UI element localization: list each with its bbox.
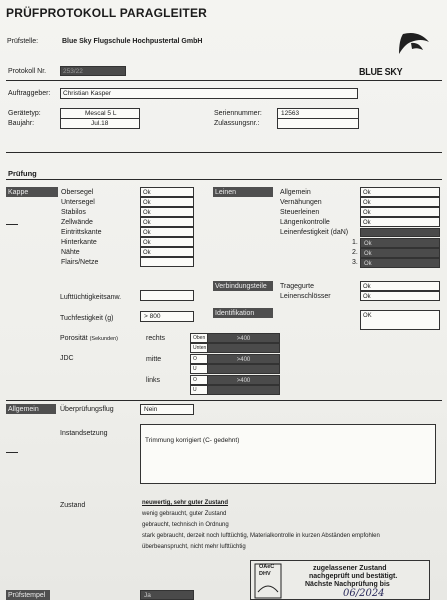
stamp-line2: nachgeprüft und bestätigt. <box>309 573 398 580</box>
pruefstempel-field[interactable] <box>140 590 194 600</box>
divider <box>6 152 442 153</box>
page-title: PRÜFPROTOKOLL PARAGLEITER <box>6 6 208 20</box>
leinen-bar: Leinen <box>213 187 273 197</box>
divider <box>6 179 442 180</box>
festigkeit-item-field[interactable]: Ok <box>360 248 440 258</box>
porositaet-pos-cell: U <box>190 385 208 395</box>
festigkeit-item-label: 1. <box>352 239 358 246</box>
divider <box>6 80 442 81</box>
auftraggeber-label: Auftraggeber: <box>8 90 51 97</box>
kappe-bar: Kappe <box>6 187 58 197</box>
auftraggeber-field[interactable] <box>60 88 358 99</box>
protokoll-field[interactable] <box>60 66 126 76</box>
tuchfestigkeit-value: > 800 <box>144 313 161 320</box>
blue-sky-logo <box>355 30 435 82</box>
leinen-item-label: Vernähungen <box>280 199 322 206</box>
identifikation-bar: Identifikation <box>213 308 273 318</box>
margin-dash <box>6 452 18 453</box>
lufttuechtigkeit-field[interactable] <box>140 290 194 301</box>
zustand-option[interactable]: überbeansprucht, nicht mehr lufttüchtig <box>142 544 246 550</box>
porositaet-pos-cell: O <box>190 354 208 364</box>
porositaet-title: Porosität <box>60 335 88 342</box>
kappe-item-field[interactable]: Ok <box>140 227 194 237</box>
kappe-item-label: Obersegel <box>61 189 94 196</box>
pruefstempel-bar: Prüfstempel <box>6 590 50 600</box>
porositaet-pos-cell: Oben <box>190 333 208 343</box>
divider <box>6 400 442 401</box>
porositaet-row-label: rechts <box>146 335 166 342</box>
zustand-label: Zustand <box>60 502 86 509</box>
seriennummer-value: 12563 <box>281 110 300 117</box>
kappe-item-field[interactable] <box>140 257 194 267</box>
porositaet-value-cell[interactable]: >400 <box>207 375 280 385</box>
leinenschloesser-field[interactable]: Ok <box>360 291 440 301</box>
leinen-item-field[interactable]: Ok <box>360 197 440 207</box>
festigkeit-item-field[interactable]: Ok <box>360 238 440 248</box>
tragegurte-label: Tragegurte <box>280 283 314 290</box>
leinen-item-field[interactable]: Ok <box>360 187 440 197</box>
approval-stamp <box>250 560 430 600</box>
pruefung-title: Prüfung <box>8 169 37 178</box>
instandsetzung-label: Instandsetzung <box>60 430 108 437</box>
porositaet-pos-cell: U <box>190 364 208 374</box>
baujahr-value: Jul.18 <box>91 120 109 127</box>
leinen-item-label: Allgemein <box>280 189 311 196</box>
kappe-item-label: Nähte <box>61 249 80 256</box>
porositaet-value-cell[interactable] <box>207 343 280 353</box>
kappe-item-label: Zellwände <box>61 219 93 226</box>
identifikation-value: OK <box>363 313 372 319</box>
verbindung-bar: Verbindungsteile <box>213 281 273 291</box>
porositaet-row-label: links <box>146 377 161 384</box>
porositaet-value-cell[interactable]: >400 <box>207 333 280 343</box>
protokoll-value: 253/22 <box>63 67 83 75</box>
geraetetyp-value: Mescal 5 L <box>85 110 117 117</box>
zulassung-field[interactable] <box>277 118 359 129</box>
kappe-item-field[interactable]: Ok <box>140 237 194 247</box>
stamp-org-line2: DHV <box>259 571 271 577</box>
porositaet-pos-cell: Unten <box>190 343 208 353</box>
zulassung-label: Zulassungsnr.: <box>214 120 260 127</box>
lufttuechtigkeit-label: Lufttüchtigkeitsanw. <box>60 294 122 301</box>
zustand-option[interactable]: wenig gebraucht, guter Zustand <box>142 511 227 517</box>
baujahr-field[interactable] <box>60 118 140 129</box>
logo-text: BLUE SKY <box>359 67 403 78</box>
ueberpruefungsflug-label: Überprüfungsflug <box>60 406 114 413</box>
kappe-item-label: Stabilos <box>61 209 86 216</box>
stamp-org-line1: OAeC <box>259 564 275 570</box>
porositaet-row-label: mitte <box>146 356 162 363</box>
zustand-option[interactable]: stark gebraucht, derzeit noch lufttüchtig, Materialkontrolle in kurzen Abständen empfohlen <box>142 533 380 539</box>
stamp-handwritten-date: 06/2024 <box>343 588 385 599</box>
kappe-item-field[interactable]: Ok <box>140 217 194 227</box>
kappe-item-label: Untersegel <box>61 199 95 206</box>
zustand-option[interactable]: gebraucht, technisch in Ordnung <box>142 522 229 528</box>
stamp-line3: Nächste Nachprüfung bis <box>305 581 390 588</box>
festigkeit-item-field[interactable]: Ok <box>360 258 440 268</box>
leinen-item-field[interactable]: Ok <box>360 217 440 227</box>
geraetetyp-label: Gerätetyp: <box>8 110 41 117</box>
ueberpruefungsflug-field[interactable] <box>140 404 194 415</box>
identifikation-field[interactable] <box>360 310 440 330</box>
tuchfestigkeit-field[interactable] <box>140 311 194 322</box>
pruefstempel-value: Ja <box>144 592 151 599</box>
kappe-item-field[interactable]: Ok <box>140 187 194 197</box>
porositaet-unit: (Sekunden) <box>89 336 119 342</box>
leinen-item-field[interactable]: Ok <box>360 207 440 217</box>
instandsetzung-value: Trimmung korrigiert (C- gedehnt) <box>145 437 240 444</box>
allgemein-bar: Allgemein <box>6 404 56 414</box>
margin-dash <box>6 224 18 225</box>
kappe-item-field[interactable]: Ok <box>140 197 194 207</box>
seriennummer-label: Seriennummer: <box>214 110 262 117</box>
festigkeit-item-label: 3. <box>352 259 358 266</box>
zustand-option[interactable]: neuwertig, sehr guter Zustand <box>142 500 229 506</box>
leinenschloesser-label: Leinenschlösser <box>280 293 331 300</box>
protokoll-label: Protokoll Nr. <box>8 68 47 75</box>
stamp-line1: zugelassener Zustand <box>313 565 387 572</box>
porositaet-pos-cell: O <box>190 375 208 385</box>
kappe-item-label: Flairs/Netze <box>61 259 99 266</box>
jdc-label: JDC <box>60 355 74 362</box>
leinen-item-label: Längenkontrolle <box>280 219 330 226</box>
tuchfestigkeit-label: Tuchfestigkeit (g) <box>60 315 114 322</box>
porositaet-value-cell[interactable] <box>207 385 280 395</box>
porositaet-value-cell[interactable]: >400 <box>207 354 280 364</box>
kappe-item-field[interactable]: Ok <box>140 247 194 257</box>
porositaet-label <box>60 335 118 343</box>
auftraggeber-value: Christian Kasper <box>63 90 112 97</box>
baujahr-label: Baujahr: <box>8 120 35 127</box>
instandsetzung-field[interactable] <box>140 424 436 484</box>
kappe-item-label: Hinterkante <box>61 239 97 246</box>
tragegurte-field[interactable]: Ok <box>360 281 440 291</box>
kappe-item-label: Eintrittskante <box>61 229 102 236</box>
school-label: Prüfstelle: <box>7 38 39 45</box>
leinen-item-label: Leinenfestigkeit (daN) <box>280 229 349 236</box>
leinen-item-label: Steuerleinen <box>280 209 320 216</box>
ueberpruefungsflug-value: Nein <box>144 406 158 413</box>
kappe-item-field[interactable]: Ok <box>140 207 194 217</box>
school-name: Blue Sky Flugschule Hochpustertal GmbH <box>62 38 203 45</box>
festigkeit-item-label: 2. <box>352 249 358 256</box>
leinenfestigkeit-header-cell <box>360 228 440 237</box>
porositaet-value-cell[interactable] <box>207 364 280 374</box>
